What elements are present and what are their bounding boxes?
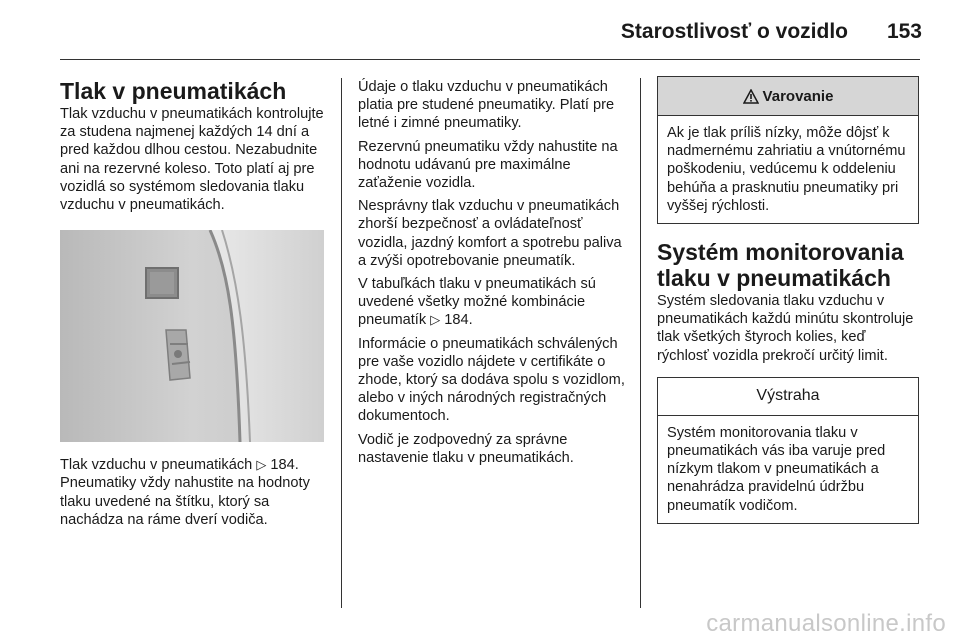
caption-text-after: . Pneumatiky vždy nahustite na hodnoty tlaku uvedené na štítku, ktorý sa nachádza na ráme dverí vodiča. bbox=[60, 457, 310, 528]
running-header-title: Starostlivosť o vozidlo bbox=[620, 20, 848, 43]
warning-triangle-icon bbox=[743, 89, 759, 104]
door-frame-illustration bbox=[60, 230, 324, 442]
column-divider-1 bbox=[341, 78, 342, 608]
section-heading-tpms: Systém monitorovania tlaku v pneumatikách bbox=[657, 239, 904, 292]
paragraph-cold-tires: Údaje o tlaku vzduchu v pneumatikách platia pre studené pneumatiky. Platí pre letné i zimné pneumatiky. bbox=[358, 79, 615, 132]
paragraph-approved-tires: Informácie o pneumatikách schválených pre vaše vozidlo nájdete v certifikáte o zhode, ktorý sa dodáva spolu s vozidlom, alebo v iných národných registračných dokumentoch. bbox=[358, 335, 625, 425]
paragraph-spare-tire: Rezervnú pneumatiku vždy nahustite na hodnotu udávanú pre maximálne zaťaženie vozidla. bbox=[358, 138, 618, 192]
tables-page-ref[interactable]: 184 bbox=[444, 312, 469, 329]
page-reference-icon: ▷ bbox=[256, 457, 267, 473]
warning-box-header bbox=[658, 77, 918, 116]
caution-box-header bbox=[658, 378, 918, 416]
section-heading-tire-pressure: Tlak v pneumatikách bbox=[60, 78, 287, 104]
tables-text-before: V tabuľkách tlaku v pneumatikách sú uvedené všetky možné kombinácie pneumatík bbox=[358, 276, 596, 329]
page-reference-icon: ▷ bbox=[430, 312, 441, 328]
paragraph-incorrect-pressure: Nesprávny tlak vzduchu v pneumatikách zhorší bezpečnosť a ovládateľnosť vozidla, jazdný komfort a spotrebu paliva a zvýši opotrebovanie pneumatík. bbox=[358, 198, 622, 269]
warning-text: Ak je tlak príliš nízky, môže dôjsť k nadmernému zahriatiu a vnútornému poškodeniu, vedúcemu k oddeleniu behúňa a prasknutiu pneumatiky pri vyššej rýchlosti. bbox=[667, 125, 906, 214]
tables-text-after: . bbox=[468, 312, 473, 329]
tpms-paragraph: Systém sledovania tlaku vzduchu v pneumatikách každú minútu skontroluje tlak všetkých štyroch kolies, keď rýchlosť vozidla prekročí určitý limit. bbox=[657, 293, 914, 364]
paragraph-pressure-tables bbox=[358, 275, 628, 330]
column-3 bbox=[657, 78, 919, 524]
door-frame-photo bbox=[60, 230, 324, 442]
caution-text: Systém monitorovania tlaku v pneumatikách vás iba varuje pred nízkym tlakom v pneumatikách a nenahrádza pravidelnú údržbu pneumatík vodičom. bbox=[667, 424, 886, 514]
paragraph-driver-responsible: Vodič je zodpovedný za správne nastavenie tlaku v pneumatikách. bbox=[358, 431, 574, 466]
intro-paragraph: Tlak vzduchu v pneumatikách kontrolujte za studena najmenej každých 14 dní a pred každou dlhou cestou. Nezabudnite ani na rezervné koleso. Toto platí aj pre vozidlá so systémom sledovania tlaku vzduchu v pneumatikách. bbox=[60, 106, 324, 214]
warning-box bbox=[657, 76, 919, 224]
caution-box bbox=[657, 377, 919, 524]
column-divider-2 bbox=[640, 78, 641, 608]
warning-title: Varovanie bbox=[762, 87, 834, 105]
photo-caption bbox=[60, 456, 328, 529]
header-rule bbox=[60, 59, 920, 60]
page-number: 153 bbox=[886, 20, 922, 43]
caption-page-ref[interactable]: 184 bbox=[270, 457, 295, 474]
watermark: carmanualsonline.info bbox=[706, 610, 946, 637]
column-1 bbox=[60, 78, 328, 534]
column-2 bbox=[358, 78, 628, 472]
caution-title: Výstraha bbox=[756, 387, 820, 405]
caption-text-before: Tlak vzduchu v pneumatikách bbox=[60, 457, 257, 474]
